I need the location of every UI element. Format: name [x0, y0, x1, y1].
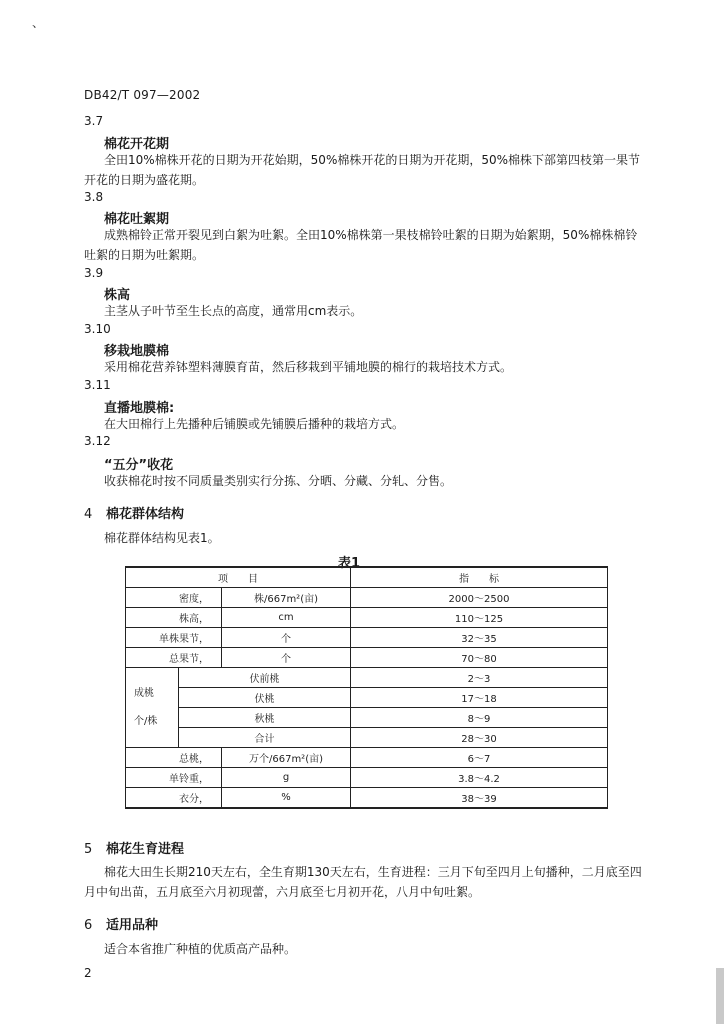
table-row — [126, 768, 608, 788]
term-definition-3-7: 全田10%棉株开花的日期为开花始期，50%棉株开花的日期为开花期，50%棉株下部第四枝第一果节开花的日期为盛花期。 — [84, 153, 641, 187]
cotton-population-table — [125, 566, 608, 809]
section-4-number: 4 — [84, 507, 93, 522]
row-unit: % — [222, 788, 351, 809]
clause-number-3-10: 3.10 — [84, 322, 111, 336]
row-name: 单铃重， — [126, 768, 222, 788]
group-item-value: 17～18 — [351, 688, 608, 708]
table-row — [126, 748, 608, 768]
row-value: 2000～2500 — [351, 588, 608, 608]
row-name: 衣分， — [126, 788, 222, 809]
row-name: 总果节， — [126, 648, 222, 668]
term-title-3-8: 棉花吐絮期 — [104, 212, 170, 227]
clause-number-3-12: 3.12 — [84, 434, 111, 448]
term-title-3-12: “五分”收花 — [104, 458, 174, 473]
section-6-title: 适用品种 — [106, 918, 159, 933]
table-row — [126, 628, 608, 648]
header-item: 项 目 — [126, 567, 351, 588]
row-value: 3.8～4.2 — [351, 768, 608, 788]
row-unit: 万个/667m²(亩) — [222, 748, 351, 768]
group-item-name: 秋桃 — [179, 708, 351, 728]
section-6-heading — [84, 914, 158, 933]
row-unit: 株/667m²(亩) — [222, 588, 351, 608]
group-label-line1: 成桃 — [134, 687, 154, 699]
clause-number-3-11: 3.11 — [84, 378, 111, 392]
row-name: 单株果节， — [126, 628, 222, 648]
table-row-group — [126, 728, 608, 748]
section-4-heading — [84, 503, 184, 522]
clause-number-3-9: 3.9 — [84, 266, 104, 280]
section-5-text: 棉花大田生长期210天左右，全生育期130天左右，生育进程：三月下旬至四月上旬播种，二月底至四月中旬出苗，五月底至六月初现蕾，六月底至七月初开花，八月中旬吐絮。 — [84, 865, 642, 899]
row-name: 株高， — [126, 608, 222, 628]
row-unit: 个 — [222, 628, 351, 648]
table-row — [126, 788, 608, 809]
table-caption: 表1 — [338, 556, 361, 571]
row-value: 38～39 — [351, 788, 608, 809]
group-label-line2: 个/株 — [134, 715, 158, 727]
term-definition-3-12: 收获棉花时按不同质量类别实行分拣、分晒、分藏、分轧、分售。 — [104, 474, 453, 488]
group-item-name: 伏前桃 — [179, 668, 351, 688]
row-value: 70～80 — [351, 648, 608, 668]
group-item-value: 28～30 — [351, 728, 608, 748]
term-title-3-11: 直播地膜棉: — [104, 401, 175, 416]
row-name: 密度， — [126, 588, 222, 608]
scan-tick-mark: 、 — [32, 16, 45, 30]
term-definition-3-10: 采用棉花营养钵塑料薄膜育苗，然后移栽到平铺地膜的棉行的栽培技术方式。 — [104, 360, 513, 374]
term-definition-3-9: 主茎从子叶节至生长点的高度，通常用cm表示。 — [104, 304, 363, 318]
row-unit: 个 — [222, 648, 351, 668]
table-row-group — [126, 668, 608, 688]
group-item-name: 伏桃 — [179, 688, 351, 708]
scan-edge-bar — [716, 968, 724, 1024]
table-header-row — [126, 567, 608, 588]
row-value: 32～35 — [351, 628, 608, 648]
section-4-title: 棉花群体结构 — [106, 507, 185, 522]
table-row — [126, 608, 608, 628]
term-title-3-10: 移栽地膜棉 — [104, 344, 170, 359]
table-row — [126, 648, 608, 668]
document-code: DB42/T 097—2002 — [84, 88, 201, 102]
section-6-number: 6 — [84, 918, 93, 933]
table-row-group — [126, 688, 608, 708]
header-value: 指 标 — [351, 567, 608, 588]
row-value: 6～7 — [351, 748, 608, 768]
group-item-value: 8～9 — [351, 708, 608, 728]
term-title-3-7: 棉花开花期 — [104, 137, 170, 152]
section-5-number: 5 — [84, 842, 93, 857]
section-6-text: 适合本省推广种植的优质高产品种。 — [104, 942, 297, 956]
page-number: 2 — [84, 966, 92, 980]
row-name: 总桃， — [126, 748, 222, 768]
row-unit: cm — [222, 608, 351, 628]
row-value: 110～125 — [351, 608, 608, 628]
section-4-intro: 棉花群体结构见表1。 — [104, 531, 220, 545]
term-definition-3-11: 在大田棉行上先播种后铺膜或先铺膜后播种的栽培方式。 — [104, 417, 405, 431]
section-5-heading — [84, 838, 184, 857]
row-unit: g — [222, 768, 351, 788]
term-title-3-9: 株高 — [104, 288, 131, 303]
group-item-value: 2～3 — [351, 668, 608, 688]
group-label — [126, 668, 179, 748]
section-5-title: 棉花生育进程 — [106, 842, 185, 857]
table-row-group — [126, 708, 608, 728]
table-row — [126, 588, 608, 608]
group-item-name: 合计 — [179, 728, 351, 748]
clause-number-3-7: 3.7 — [84, 114, 104, 128]
term-definition-3-8: 成熟棉铃正常开裂见到白絮为吐絮。全田10%棉株第一果枝棉铃吐絮的日期为始絮期，50%棉株棉铃吐絮的日期为吐絮期。 — [84, 228, 638, 262]
clause-number-3-8: 3.8 — [84, 190, 104, 204]
